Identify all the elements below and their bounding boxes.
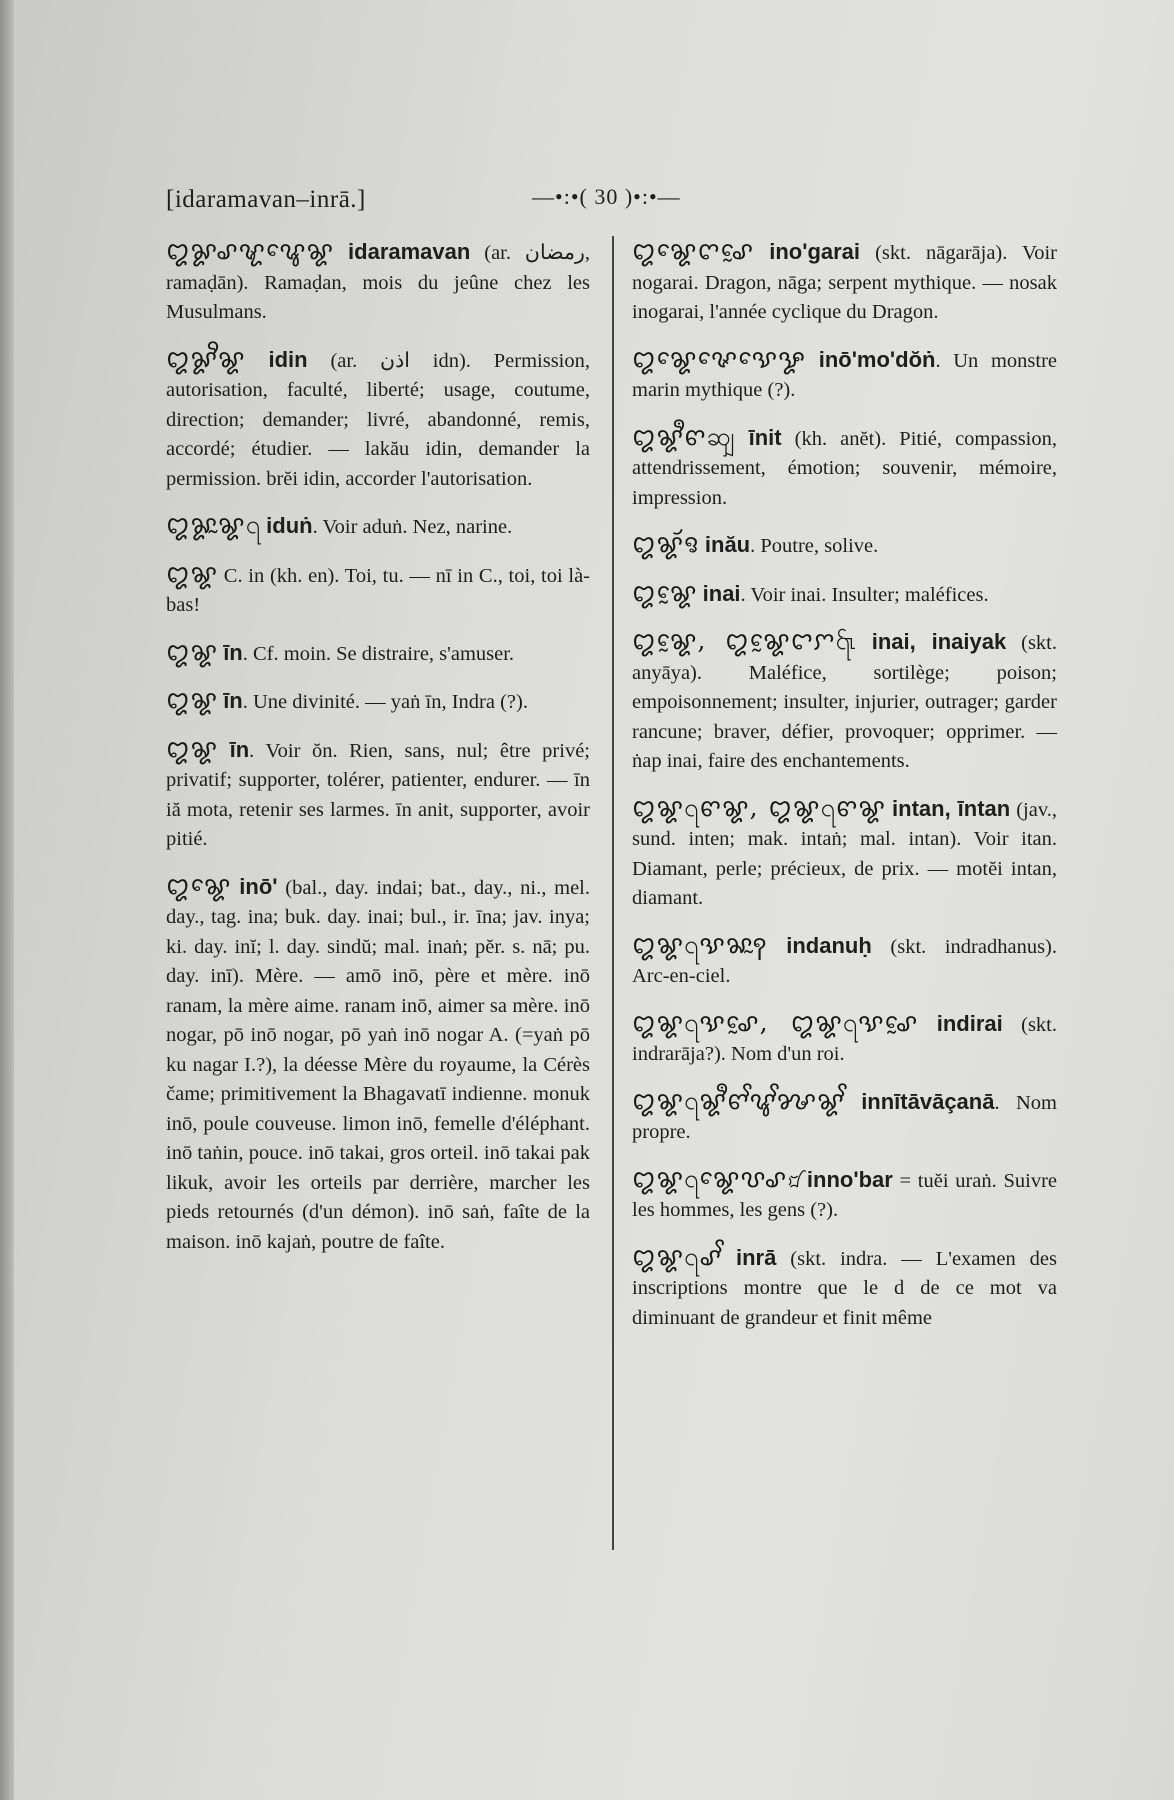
- dictionary-entry: [166, 637, 590, 670]
- definition-text: (ar. اذن idn). Permission, autorisation, faculté, liberté; usage, coutume, direction; demander; livré, abandonné, remis, accordé; étudier. — lakău idin, demander la permission. brĕi idin, accorder l'autorisation.: [166, 349, 590, 490]
- definition-text: (bal., day. indai; bat., day., ni., mel. day., tag. ina; buk. day. inai; bul., ir. īna; jav. inya; ki. day. inĭ; l. day. sindŭ; mal. inaṅ; pĕr. s. nā; pu. day. inī). Mère. — amō inō, père et mère. inō ranam, la mère aime. ranam inō, aimer sa mère. inō nogar, pō inō nogar, pō yaṅ inō nogar A. (=yaṅ pō ku nagar I.?), la déesse Mère du royaume, la Cérès čame; primitivement la Bhagavatī indienne. monuk inō, poule couveuse. limon inō, femelle d'éléphant. inō taṅin, pouce. inō takai, gros orteil. inō takai pak likuk, avoir les orteils par derrière, marcher les pieds retournés (d'un démon). inō saṅ, faîte de la maison. inō kajaṅ, poutre de faîte.: [166, 876, 591, 1253]
- definition-text: . Cf. moin. Se distraire, s'amuser.: [242, 642, 515, 665]
- definition-text: (jav., sund. inten; mak. intaṅ; mal. intan). Voir itan. Diamant, perle; précieux, de prix. — motĕi intan, diamant.: [632, 798, 1058, 909]
- cham-script-word: ꨁꨘ꩹ꨕꨗꨭꩍ: [632, 929, 768, 959]
- dictionary-entry: [166, 734, 590, 855]
- cham-script-word: ꨁꨘ꩹ꨣꨩ: [632, 1241, 723, 1271]
- headword: inō'mo'dŏṅ: [818, 346, 936, 372]
- definition-text: (kh. anĕt). Pitié, compassion, attendrissement, émotion; souvenir, mémoire, impression.: [632, 427, 1057, 509]
- definition-text: (skt. indra. — L'examen des inscriptions montre que le d de ce mot va diminuant de grandeur et finit même: [632, 1247, 1057, 1329]
- definition-text: . Voir inai. Insulter; maléfices.: [740, 583, 989, 606]
- definition-text: . Voir aduṅ. Nez, narine.: [312, 516, 513, 538]
- definition-text: (ar. رمضان, ramaḍān). Ramaḍan, mois du jeûne chez les Musulmans.: [166, 242, 591, 323]
- dictionary-entry: [166, 510, 590, 543]
- definition-text: . Une divinité. — yaṅ īn, Indra (?).: [242, 691, 528, 713]
- left-column: [166, 236, 590, 1273]
- definition-text: . Poutre, solive.: [750, 535, 879, 557]
- headword: ino'garai: [769, 239, 861, 264]
- headword: īn: [223, 639, 243, 665]
- dictionary-entry: [632, 626, 1057, 777]
- headword: innītāvāçanā: [861, 1088, 995, 1114]
- cham-script-word: ꨁꨘ꩹ꨓꨘ, ꨁꨘ꩹ꨓꨘ: [632, 792, 887, 822]
- cham-script-word: ꨁꨘꨮꨅ: [632, 529, 700, 558]
- headword: inai: [702, 580, 741, 606]
- definition-text: (skt. indradhanus). Arc-en-ciel.: [632, 935, 1057, 987]
- headword: idaramavan: [348, 239, 471, 264]
- dictionary-entry: [632, 1164, 1057, 1226]
- dictionary-entry: [632, 1086, 1057, 1148]
- running-head: [idaramavan–inrā.]: [166, 186, 366, 213]
- dictionary-entry: [632, 1242, 1057, 1334]
- headword: indirai: [936, 1010, 1003, 1036]
- headword: inō': [239, 873, 278, 899]
- headword: indanuḥ: [786, 932, 872, 958]
- headword: inai, inaiyak: [871, 629, 1007, 654]
- dictionary-entry: [632, 344, 1057, 406]
- headword: idin: [268, 346, 308, 372]
- cham-script-word: ꨁꨘꨰ, ꨁꨘꨰꨤꨆ꩷: [632, 626, 857, 655]
- headword: īn: [223, 688, 243, 713]
- cham-script-word: ꨁꨘꨫꨓꩿ: [632, 421, 736, 451]
- headword: intan, īntan: [892, 795, 1011, 821]
- dictionary-entry: [632, 793, 1057, 914]
- cham-script-word: ꨁꨘ: [166, 558, 219, 588]
- dictionary-entry: [632, 578, 1057, 611]
- cham-script-word: ꨁꨘꨰ: [632, 577, 698, 607]
- dictionary-entry: [632, 1008, 1057, 1070]
- cham-script-word: ꨁꨙꨣꨠꨥꨯꨘ: [166, 236, 335, 265]
- cham-script-word: ꨁꨘ: [166, 733, 219, 763]
- dictionary-entry: [632, 930, 1057, 992]
- headword: inău: [704, 532, 751, 557]
- headword: īn: [229, 736, 250, 762]
- cham-script-word: ꨁꨘ: [166, 685, 219, 714]
- dictionary-entry: [166, 685, 590, 718]
- page-edge-shadow: [0, 0, 14, 1800]
- dictionary-entry: [632, 422, 1057, 514]
- headword: inrā: [735, 1244, 777, 1270]
- headword: īnit: [748, 424, 782, 450]
- definition-text: (skt. anyāya). Maléfice, sortilège; poison; empoisonnement; insulter, injurier, outrager; garder rancune; braver, défier, provoquer; opprimer. — ṅap inai, faire des enchantements.: [632, 632, 1057, 772]
- cham-script-word: ꨁꨘ꩹ꨘꨫꨓꨩꨥꨩꨍꨘꨩ: [632, 1085, 845, 1115]
- cham-script-word: ꨁꨘ꩹ꨘꨯꨝꨣ꩸: [632, 1163, 801, 1193]
- headword: iduṅ: [266, 513, 313, 538]
- definition-text: . Voir ŏn. Rien, sans, nul; être privé; privatif; supporter, tolérer, patienter, endurer. — īn iă mota, retenir ses larmes. īn anit, supporter, avoir pitié.: [166, 739, 590, 850]
- definition-text: (skt. nāgarāja). Voir nogarai. Dragon, nāga; serpent mythique. — nosak inogarai, l'année cyclique du Dragon.: [632, 242, 1058, 323]
- dictionary-entry: [166, 871, 590, 1258]
- dictionary-entry: [166, 559, 590, 621]
- dictionary-entry: [166, 236, 590, 328]
- column-rule: [612, 236, 614, 1550]
- cham-script-word: ꨁꨘ: [166, 636, 219, 666]
- definition-text: . Un monstre marin mythique (?).: [632, 349, 1057, 401]
- right-column: [632, 236, 1057, 1349]
- page-number: —•:•( 30 )•:•—: [532, 184, 681, 209]
- cham-script-word: ꨁꨘꨯꨟꨯꨕꨯꨋ: [632, 343, 807, 373]
- definition-text: . Nom propre.: [632, 1091, 1057, 1143]
- cham-script-word: ꨁꨘꨯ: [166, 870, 232, 900]
- cham-script-word: ꨁꨘ꩹ꨕꨣꨰ, ꨁꨘ꩹ꨕꨣꨰ: [632, 1007, 919, 1037]
- cham-script-word: ꨁꨙꨪꨘ: [166, 343, 246, 373]
- cham-script-word: ꨁꨙꨭꨘ꩹: [166, 510, 262, 539]
- definition-text: C. in (kh. en). Toi, tu. — nī in C., toi, toi là-bas!: [166, 564, 591, 616]
- dictionary-entry: [632, 236, 1057, 328]
- definition-text: (skt. indrarāja?). Nom d'un roi.: [632, 1013, 1057, 1065]
- dictionary-entry: [166, 344, 590, 495]
- cham-script-word: ꨁꨘꨯꨈꨣꨰ: [632, 236, 755, 265]
- dictionary-entry: [632, 529, 1057, 562]
- headword: inno'bar: [806, 1166, 893, 1192]
- definition-text: = tuĕi uraṅ. Suivre les hommes, les gens (?).: [632, 1169, 1057, 1221]
